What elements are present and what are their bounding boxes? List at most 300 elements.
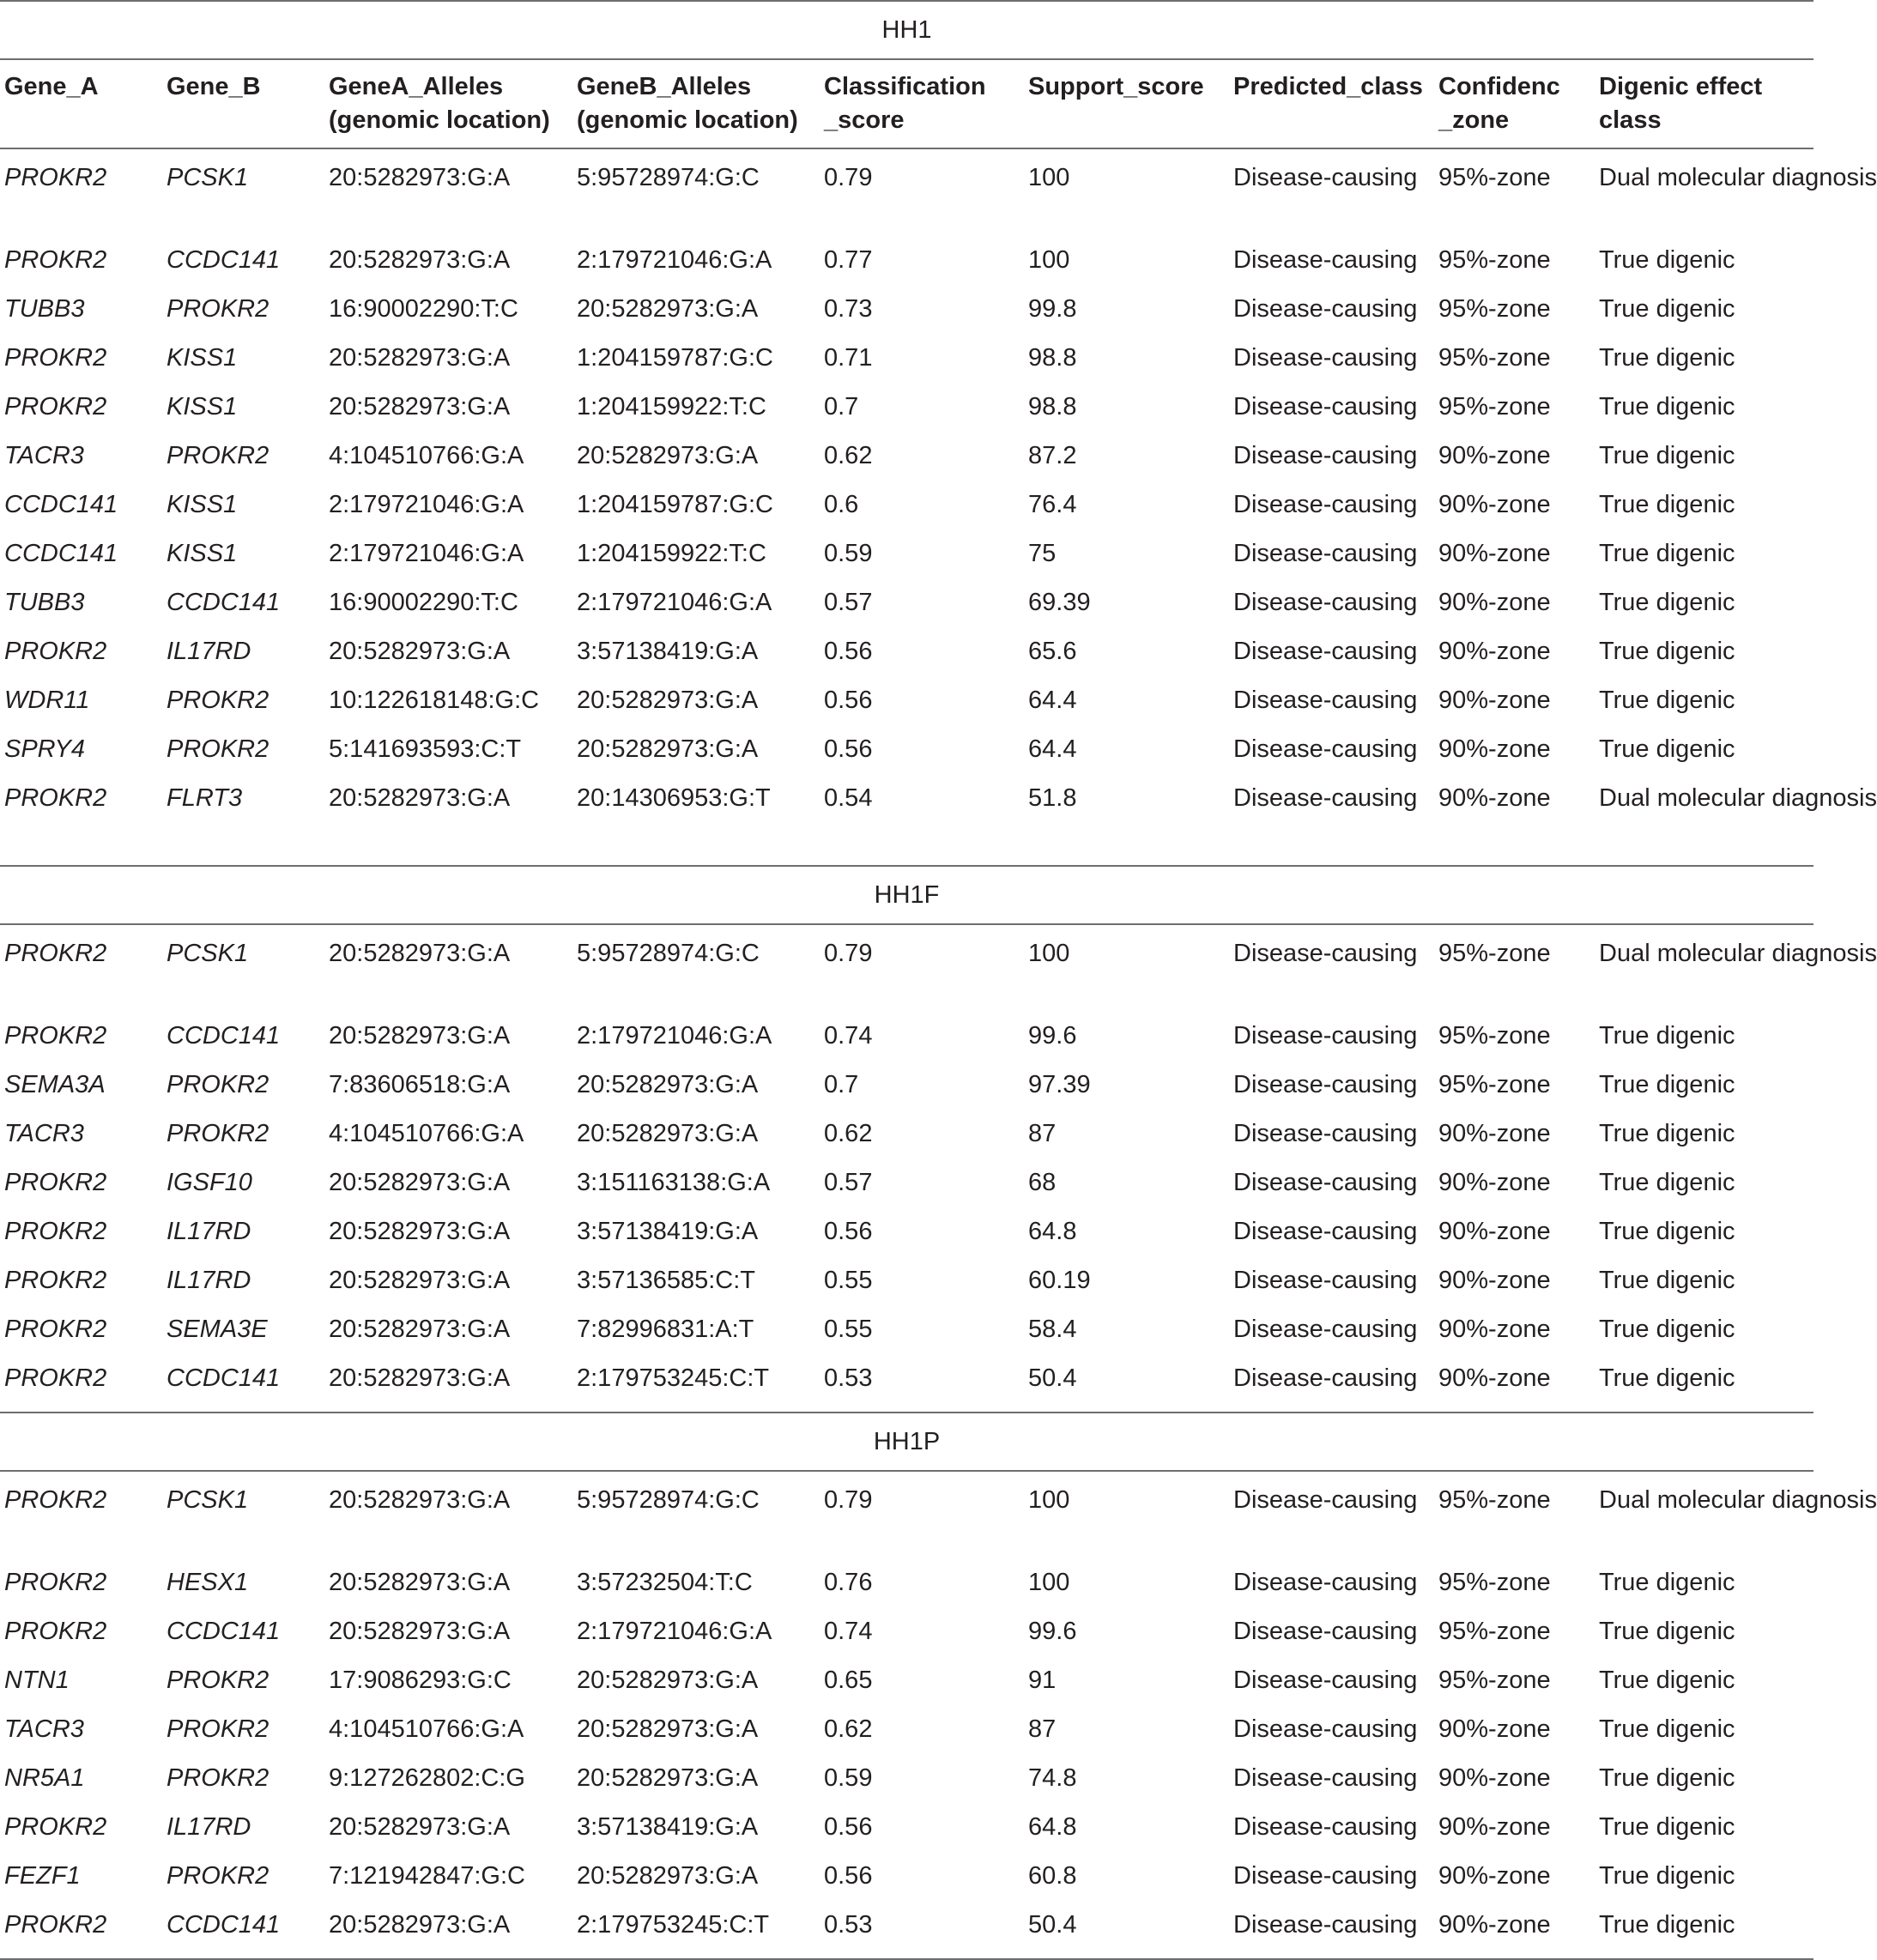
support-score-cell: 64.8 <box>1028 1218 1077 1245</box>
confidence-zone-cell: 90%-zone <box>1438 735 1551 763</box>
classification-score-cell: 0.62 <box>824 1120 873 1147</box>
gene-a-cell: PROKR2 <box>4 940 107 967</box>
gene-a-alleles-cell: 20:5282973:G:A <box>329 393 511 420</box>
gene-b-cell: CCDC141 <box>167 246 281 274</box>
predicted-class-cell: Disease-causing <box>1233 1764 1418 1792</box>
predicted-class-cell: Disease-causing <box>1233 1486 1418 1514</box>
predicted-class-cell: Disease-causing <box>1233 1218 1418 1245</box>
predicted-class-cell: Disease-causing <box>1233 589 1418 616</box>
gene-b-cell: PROKR2 <box>167 735 269 763</box>
gene-a-cell: TUBB3 <box>4 589 85 616</box>
gene-b-alleles-cell: 3:151163138:G:A <box>577 1169 771 1196</box>
confidence-zone-cell: 90%-zone <box>1438 1169 1551 1196</box>
gene-b-cell: IL17RD <box>167 1267 251 1294</box>
confidence-zone-cell: 95%-zone <box>1438 1618 1551 1645</box>
support-score-cell: 98.8 <box>1028 393 1077 420</box>
gene-b-alleles-cell: 1:204159787:G:C <box>577 344 773 372</box>
gene-b-alleles-cell: 20:5282973:G:A <box>577 687 759 714</box>
confidence-zone-cell: 90%-zone <box>1438 1813 1551 1841</box>
gene-b-cell: PROKR2 <box>167 295 269 323</box>
classification-score-cell: 0.55 <box>824 1267 873 1294</box>
classification-score-cell: 0.56 <box>824 1218 873 1245</box>
classification-score-cell: 0.79 <box>824 940 873 967</box>
table-row <box>0 675 1813 723</box>
predicted-class-cell: Disease-causing <box>1233 1316 1418 1343</box>
table-row <box>0 528 1813 577</box>
gene-b-cell: PROKR2 <box>167 1120 269 1147</box>
gene-b-cell: PROKR2 <box>167 1715 269 1743</box>
confidence-zone-cell: 90%-zone <box>1438 1715 1551 1743</box>
gene-a-cell: PROKR2 <box>4 1218 107 1245</box>
gene-b-alleles-cell: 1:204159922:T:C <box>577 540 766 567</box>
section-title-row <box>0 1 1813 59</box>
support-score-cell: 65.6 <box>1028 638 1077 665</box>
classification-score-cell: 0.56 <box>824 638 873 665</box>
digenic-effect-class-cell: True digenic <box>1599 1862 1735 1890</box>
gene-a-cell: SEMA3A <box>4 1071 106 1098</box>
support-score-cell: 64.8 <box>1028 1813 1077 1841</box>
gene-b-alleles-cell: 20:5282973:G:A <box>577 1071 759 1098</box>
gene-a-cell: TACR3 <box>4 1715 84 1743</box>
gene-b-alleles-cell: 2:179721046:G:A <box>577 246 772 274</box>
gene-b-alleles-cell: 20:5282973:G:A <box>577 1862 759 1890</box>
gene-a-cell: PROKR2 <box>4 1267 107 1294</box>
support-score-cell: 60.8 <box>1028 1862 1077 1890</box>
gene-a-header: Gene_A <box>0 59 162 148</box>
support-score-cell: 97.39 <box>1028 1071 1091 1098</box>
table-row <box>0 1801 1813 1850</box>
predicted-class-cell: Disease-causing <box>1233 295 1418 323</box>
table-row <box>0 1352 1813 1413</box>
support-score-cell: 50.4 <box>1028 1364 1077 1392</box>
support-score-cell: 58.4 <box>1028 1316 1077 1343</box>
predicted-class-cell: Disease-causing <box>1233 1618 1418 1645</box>
gene-b-cell: PROKR2 <box>167 687 269 714</box>
gene-b-cell: IL17RD <box>167 1218 251 1245</box>
classification-score-cell: 0.6 <box>824 491 859 518</box>
support-score-cell: 69.39 <box>1028 589 1091 616</box>
gene-b-cell: KISS1 <box>167 344 238 372</box>
classification-score-cell: 0.79 <box>824 1486 873 1514</box>
support-score-cell: 76.4 <box>1028 491 1077 518</box>
digenic-effect-class-cell: Dual molecular diagnosis <box>1599 1486 1877 1514</box>
gene-b-alleles-cell: 5:95728974:G:C <box>577 164 760 191</box>
gene-b-alleles-cell: 3:57138419:G:A <box>577 1218 759 1245</box>
classification-score-cell: 0.73 <box>824 295 873 323</box>
support-score-cell: 60.19 <box>1028 1267 1091 1294</box>
gene-a-alleles-cell: 20:5282973:G:A <box>329 164 511 191</box>
predicted-class-cell: Disease-causing <box>1233 1715 1418 1743</box>
table-row <box>0 1206 1813 1255</box>
table-row <box>0 1850 1813 1899</box>
gene-b-cell: PCSK1 <box>167 1486 249 1514</box>
classification-score-cell: 0.56 <box>824 1813 873 1841</box>
predicted-class-cell: Disease-causing <box>1233 246 1418 274</box>
classification-score-cell: 0.77 <box>824 246 873 274</box>
gene-a-alleles-cell: 4:104510766:G:A <box>329 442 524 469</box>
gene-a-alleles-cell: 4:104510766:G:A <box>329 1715 524 1743</box>
predicted-class-cell: Disease-causing <box>1233 1022 1418 1050</box>
predicted-class-cell: Disease-causing <box>1233 1267 1418 1294</box>
gene-a-alleles-cell: 5:141693593:C:T <box>329 735 522 763</box>
digenic-effect-class-cell: True digenic <box>1599 687 1735 714</box>
digenic-effect-class-cell: True digenic <box>1599 1667 1735 1694</box>
classification-score-cell: 0.53 <box>824 1911 873 1939</box>
table-row <box>0 479 1813 528</box>
gene-b-cell: PROKR2 <box>167 1862 269 1890</box>
digenic-effect-class-cell: True digenic <box>1599 1022 1735 1050</box>
gene-b-cell: PCSK1 <box>167 940 249 967</box>
predicted-class-cell: Disease-causing <box>1233 1667 1418 1694</box>
support-score-cell: 87 <box>1028 1120 1057 1147</box>
gene-b-cell: PROKR2 <box>167 1667 269 1694</box>
support-score-header: Support_score <box>1024 59 1229 148</box>
section-title: HH1 <box>0 1 1813 59</box>
table-row <box>0 626 1813 675</box>
classification-score-cell: 0.59 <box>824 1764 873 1792</box>
support-score-cell: 100 <box>1028 246 1070 274</box>
digenic-effect-class-cell: True digenic <box>1599 393 1735 420</box>
gene-b-cell: SEMA3E <box>167 1316 268 1343</box>
gene-b-header: Gene_B <box>162 59 324 148</box>
confidence-zone-cell: 95%-zone <box>1438 1071 1551 1098</box>
gene-a-alleles-cell: 20:5282973:G:A <box>329 1267 511 1294</box>
confidence-zone-cell: 90%-zone <box>1438 1267 1551 1294</box>
digenic-effect-class-cell: True digenic <box>1599 1911 1735 1939</box>
gene-b-cell: FLRT3 <box>167 784 243 812</box>
digenic-effect-class-cell: True digenic <box>1599 442 1735 469</box>
table-row <box>0 1606 1813 1655</box>
gene-a-alleles-cell: 20:5282973:G:A <box>329 1218 511 1245</box>
gene-a-cell: TACR3 <box>4 1120 84 1147</box>
digenic-effect-class-cell: Dual molecular diagnosis <box>1599 940 1877 967</box>
digenic-effect-class-cell: True digenic <box>1599 1316 1735 1343</box>
gene-b-alleles-cell: 20:14306953:G:T <box>577 784 771 812</box>
gene-a-alleles-cell: 20:5282973:G:A <box>329 638 511 665</box>
predicted-class-cell: Disease-causing <box>1233 442 1418 469</box>
gene-a-cell: PROKR2 <box>4 1486 107 1514</box>
predicted-class-cell: Disease-causing <box>1233 164 1418 191</box>
gene-a-cell: SPRY4 <box>4 735 86 763</box>
gene-b-alleles-cell: 20:5282973:G:A <box>577 735 759 763</box>
gene-a-alleles-cell: 2:179721046:G:A <box>329 540 524 567</box>
predicted-class-cell: Disease-causing <box>1233 1911 1418 1939</box>
gene-a-cell: TUBB3 <box>4 295 85 323</box>
gene-a-alleles-cell: 20:5282973:G:A <box>329 246 511 274</box>
classification-score-cell: 0.74 <box>824 1022 873 1050</box>
digenic-effect-class-cell: True digenic <box>1599 1569 1735 1596</box>
digenic-effect-class-cell: True digenic <box>1599 246 1735 274</box>
support-score-cell: 87 <box>1028 1715 1057 1743</box>
confidence-zone-cell: 90%-zone <box>1438 638 1551 665</box>
confidence-zone-cell: 95%-zone <box>1438 246 1551 274</box>
digenic-effect-class-cell: True digenic <box>1599 1764 1735 1792</box>
table-row <box>0 1010 1813 1059</box>
classification-score-cell: 0.56 <box>824 687 873 714</box>
digenic-effect-class-cell: True digenic <box>1599 491 1735 518</box>
digenic-effect-class-cell: True digenic <box>1599 1120 1735 1147</box>
predicted-class-cell: Disease-causing <box>1233 344 1418 372</box>
table-row <box>0 430 1813 479</box>
digenic-effect-class-cell: True digenic <box>1599 344 1735 372</box>
predicted-class-header: Predicted_class <box>1229 59 1434 148</box>
section-title: HH1F <box>0 866 1813 924</box>
digenic-effect-class-cell: True digenic <box>1599 1813 1735 1841</box>
predicted-class-cell: Disease-causing <box>1233 491 1418 518</box>
gene-a-cell: NTN1 <box>4 1667 70 1694</box>
confidence-zone-cell: 90%-zone <box>1438 540 1551 567</box>
section-title-row <box>0 1413 1813 1471</box>
confidence-zone-header: Confidenc _zone <box>1434 59 1595 148</box>
gene-b-cell: PCSK1 <box>167 164 249 191</box>
classification-score-cell: 0.74 <box>824 1618 873 1645</box>
gene-a-cell: PROKR2 <box>4 1316 107 1343</box>
gene-b-cell: IGSF10 <box>167 1169 252 1196</box>
classification-score-cell: 0.59 <box>824 540 873 567</box>
gene-a-alleles-cell: 10:122618148:G:C <box>329 687 540 714</box>
predicted-class-cell: Disease-causing <box>1233 1169 1418 1196</box>
confidence-zone-cell: 95%-zone <box>1438 164 1551 191</box>
gene-b-cell: KISS1 <box>167 393 238 420</box>
gene-b-alleles-cell: 5:95728974:G:C <box>577 1486 760 1514</box>
predicted-class-cell: Disease-causing <box>1233 1569 1418 1596</box>
confidence-zone-cell: 95%-zone <box>1438 393 1551 420</box>
classification-score-cell: 0.56 <box>824 1862 873 1890</box>
support-score-cell: 51.8 <box>1028 784 1077 812</box>
gene-a-cell: PROKR2 <box>4 393 107 420</box>
support-score-cell: 100 <box>1028 1569 1070 1596</box>
gene-a-alleles-cell: 2:179721046:G:A <box>329 491 524 518</box>
gene-b-cell: PROKR2 <box>167 442 269 469</box>
predicted-class-cell: Disease-causing <box>1233 940 1418 967</box>
predicted-class-cell: Disease-causing <box>1233 784 1418 812</box>
table-row <box>0 1703 1813 1752</box>
gene-a-cell: PROKR2 <box>4 246 107 274</box>
gene-b-alleles-cell: 2:179753245:C:T <box>577 1911 770 1939</box>
gene-a-alleles-cell: 20:5282973:G:A <box>329 344 511 372</box>
support-score-cell: 75 <box>1028 540 1057 567</box>
digenic-effect-class-cell: True digenic <box>1599 638 1735 665</box>
section-title: HH1P <box>0 1413 1813 1471</box>
gene-a-alleles-cell: 17:9086293:G:C <box>329 1667 512 1694</box>
table-row <box>0 1157 1813 1206</box>
gene-b-cell: PROKR2 <box>167 1764 269 1792</box>
confidence-zone-cell: 90%-zone <box>1438 1764 1551 1792</box>
gene-a-cell: FEZF1 <box>4 1862 81 1890</box>
confidence-zone-cell: 90%-zone <box>1438 1120 1551 1147</box>
support-score-cell: 99.6 <box>1028 1618 1077 1645</box>
gene-b-alleles-cell: 2:179721046:G:A <box>577 1618 772 1645</box>
confidence-zone-cell: 90%-zone <box>1438 1316 1551 1343</box>
table-row <box>0 1899 1813 1959</box>
gene-a-cell: PROKR2 <box>4 1911 107 1939</box>
digenic-effect-class-cell: True digenic <box>1599 1218 1735 1245</box>
gene-a-alleles-cell: 7:121942847:G:C <box>329 1862 525 1890</box>
gene-a-alleles-cell: 20:5282973:G:A <box>329 940 511 967</box>
digenic-effect-class-cell: True digenic <box>1599 1267 1735 1294</box>
digenic-effect-class-cell: True digenic <box>1599 1071 1735 1098</box>
gene-b-alleles-cell: 3:57138419:G:A <box>577 1813 759 1841</box>
gene-b-cell: IL17RD <box>167 1813 251 1841</box>
gene-a-cell: WDR11 <box>4 687 90 714</box>
digenic-effect-class-cell: True digenic <box>1599 735 1735 763</box>
digenic-effect-class-cell: True digenic <box>1599 540 1735 567</box>
support-score-cell: 99.6 <box>1028 1022 1077 1050</box>
predicted-class-cell: Disease-causing <box>1233 1813 1418 1841</box>
classification-score-cell: 0.53 <box>824 1364 873 1392</box>
table-row <box>0 577 1813 626</box>
gene-b-alleles-cell: 20:5282973:G:A <box>577 1715 759 1743</box>
gene-a-cell: PROKR2 <box>4 1022 107 1050</box>
table-row <box>0 1304 1813 1352</box>
table-row <box>0 381 1813 430</box>
digenic-effect-class-cell: True digenic <box>1599 589 1735 616</box>
gene-b-alleles-cell: 20:5282973:G:A <box>577 1120 759 1147</box>
gene-a-alleles-cell: 16:90002290:T:C <box>329 295 518 323</box>
gene-b-alleles-header: GeneB_Alleles (genomic location) <box>572 59 820 148</box>
digenic-effect-class-cell: Dual molecular diagnosis <box>1599 784 1877 812</box>
gene-b-alleles-cell: 1:204159922:T:C <box>577 393 766 420</box>
gene-a-alleles-cell: 20:5282973:G:A <box>329 1569 511 1596</box>
predicted-class-cell: Disease-causing <box>1233 1862 1418 1890</box>
confidence-zone-cell: 90%-zone <box>1438 491 1551 518</box>
predicted-class-cell: Disease-causing <box>1233 735 1418 763</box>
gene-b-cell: IL17RD <box>167 638 251 665</box>
gene-a-cell: PROKR2 <box>4 638 107 665</box>
digenic-effect-class-cell: Dual molecular diagnosis <box>1599 164 1877 191</box>
confidence-zone-cell: 90%-zone <box>1438 1911 1551 1939</box>
confidence-zone-cell: 95%-zone <box>1438 940 1551 967</box>
predicted-class-cell: Disease-causing <box>1233 687 1418 714</box>
confidence-zone-cell: 95%-zone <box>1438 1022 1551 1050</box>
gene-a-cell: PROKR2 <box>4 784 107 812</box>
gene-a-cell: NR5A1 <box>4 1764 85 1792</box>
gene-b-alleles-cell: 1:204159787:G:C <box>577 491 773 518</box>
gene-a-alleles-cell: 20:5282973:G:A <box>329 1316 511 1343</box>
digenic-effect-class-cell: True digenic <box>1599 295 1735 323</box>
classification-score-cell: 0.65 <box>824 1667 873 1694</box>
predicted-class-cell: Disease-causing <box>1233 638 1418 665</box>
gene-b-alleles-cell: 20:5282973:G:A <box>577 1764 759 1792</box>
support-score-cell: 64.4 <box>1028 687 1077 714</box>
confidence-zone-cell: 95%-zone <box>1438 1667 1551 1694</box>
support-score-cell: 74.8 <box>1028 1764 1077 1792</box>
classification-score-cell: 0.76 <box>824 1569 873 1596</box>
gene-a-cell: PROKR2 <box>4 1618 107 1645</box>
classification-score-cell: 0.7 <box>824 393 859 420</box>
support-score-cell: 87.2 <box>1028 442 1077 469</box>
classification-score-cell: 0.62 <box>824 1715 873 1743</box>
table-row <box>0 1255 1813 1304</box>
classification-score-cell: 0.62 <box>824 442 873 469</box>
table-row <box>0 332 1813 381</box>
section-title-row <box>0 866 1813 924</box>
gene-b-cell: CCDC141 <box>167 1618 281 1645</box>
gene-a-alleles-cell: 20:5282973:G:A <box>329 784 511 812</box>
gene-a-alleles-cell: 16:90002290:T:C <box>329 589 518 616</box>
gene-a-alleles-cell: 20:5282973:G:A <box>329 1364 511 1392</box>
support-score-cell: 99.8 <box>1028 295 1077 323</box>
confidence-zone-cell: 90%-zone <box>1438 1218 1551 1245</box>
confidence-zone-cell: 90%-zone <box>1438 784 1551 812</box>
table-row <box>0 1752 1813 1801</box>
table-row <box>0 1059 1813 1108</box>
gene-a-cell: PROKR2 <box>4 1813 107 1841</box>
table-row <box>0 234 1813 283</box>
gene-a-cell: PROKR2 <box>4 344 107 372</box>
classification-score-cell: 0.79 <box>824 164 873 191</box>
gene-b-alleles-cell: 2:179721046:G:A <box>577 1022 772 1050</box>
table-row <box>0 148 1813 234</box>
gene-a-alleles-cell: 20:5282973:G:A <box>329 1911 511 1939</box>
digenic-effect-class-header: Digenic effect class <box>1595 59 1813 148</box>
gene-b-alleles-cell: 3:57232504:T:C <box>577 1569 753 1596</box>
gene-b-cell: PROKR2 <box>167 1071 269 1098</box>
gene-b-alleles-cell: 2:179753245:C:T <box>577 1364 770 1392</box>
confidence-zone-cell: 95%-zone <box>1438 344 1551 372</box>
confidence-zone-cell: 95%-zone <box>1438 1569 1551 1596</box>
gene-b-alleles-cell: 20:5282973:G:A <box>577 295 759 323</box>
gene-a-alleles-cell: 4:104510766:G:A <box>329 1120 524 1147</box>
gene-a-cell: PROKR2 <box>4 1364 107 1392</box>
gene-a-cell: CCDC141 <box>4 540 118 567</box>
confidence-zone-cell: 90%-zone <box>1438 1364 1551 1392</box>
gene-b-alleles-cell: 20:5282973:G:A <box>577 1667 759 1694</box>
support-score-cell: 50.4 <box>1028 1911 1077 1939</box>
predicted-class-cell: Disease-causing <box>1233 1364 1418 1392</box>
confidence-zone-cell: 95%-zone <box>1438 1486 1551 1514</box>
table-body <box>0 1 1877 1960</box>
classification-score-cell: 0.71 <box>824 344 873 372</box>
classification-score-cell: 0.54 <box>824 784 873 812</box>
table-row <box>0 723 1813 772</box>
confidence-zone-cell: 90%-zone <box>1438 687 1551 714</box>
predicted-class-cell: Disease-causing <box>1233 1071 1418 1098</box>
gene-b-alleles-cell: 20:5282973:G:A <box>577 442 759 469</box>
gene-a-cell: PROKR2 <box>4 1169 107 1196</box>
gene-a-cell: PROKR2 <box>4 1569 107 1596</box>
digenic-effect-class-cell: True digenic <box>1599 1364 1735 1392</box>
gene-b-cell: CCDC141 <box>167 589 281 616</box>
gene-b-cell: CCDC141 <box>167 1022 281 1050</box>
classification-score-cell: 0.57 <box>824 1169 873 1196</box>
gene-b-alleles-cell: 5:95728974:G:C <box>577 940 760 967</box>
gene-a-cell: CCDC141 <box>4 491 118 518</box>
support-score-cell: 64.4 <box>1028 735 1077 763</box>
gene-b-cell: CCDC141 <box>167 1364 281 1392</box>
gene-b-alleles-cell: 2:179721046:G:A <box>577 589 772 616</box>
gene-a-cell: PROKR2 <box>4 164 107 191</box>
table-row <box>0 1471 1813 1557</box>
classification-score-cell: 0.56 <box>824 735 873 763</box>
gene-a-cell: TACR3 <box>4 442 84 469</box>
table-row <box>0 1108 1813 1157</box>
predicted-class-cell: Disease-causing <box>1233 1120 1418 1147</box>
support-score-cell: 68 <box>1028 1169 1057 1196</box>
gene-b-alleles-cell: 3:57138419:G:A <box>577 638 759 665</box>
predicted-class-cell: Disease-causing <box>1233 393 1418 420</box>
gene-b-cell: HESX1 <box>167 1569 249 1596</box>
gene-b-cell: CCDC141 <box>167 1911 281 1939</box>
gene-a-alleles-cell: 20:5282973:G:A <box>329 1022 511 1050</box>
gene-a-alleles-cell: 20:5282973:G:A <box>329 1618 511 1645</box>
predicted-class-cell: Disease-causing <box>1233 540 1418 567</box>
gene-b-cell: KISS1 <box>167 491 238 518</box>
digenic-effect-class-cell: True digenic <box>1599 1618 1735 1645</box>
gene-a-alleles-cell: 9:127262802:C:G <box>329 1764 525 1792</box>
classification-score-header: Classification _score <box>820 59 1024 148</box>
support-score-cell: 100 <box>1028 1486 1070 1514</box>
